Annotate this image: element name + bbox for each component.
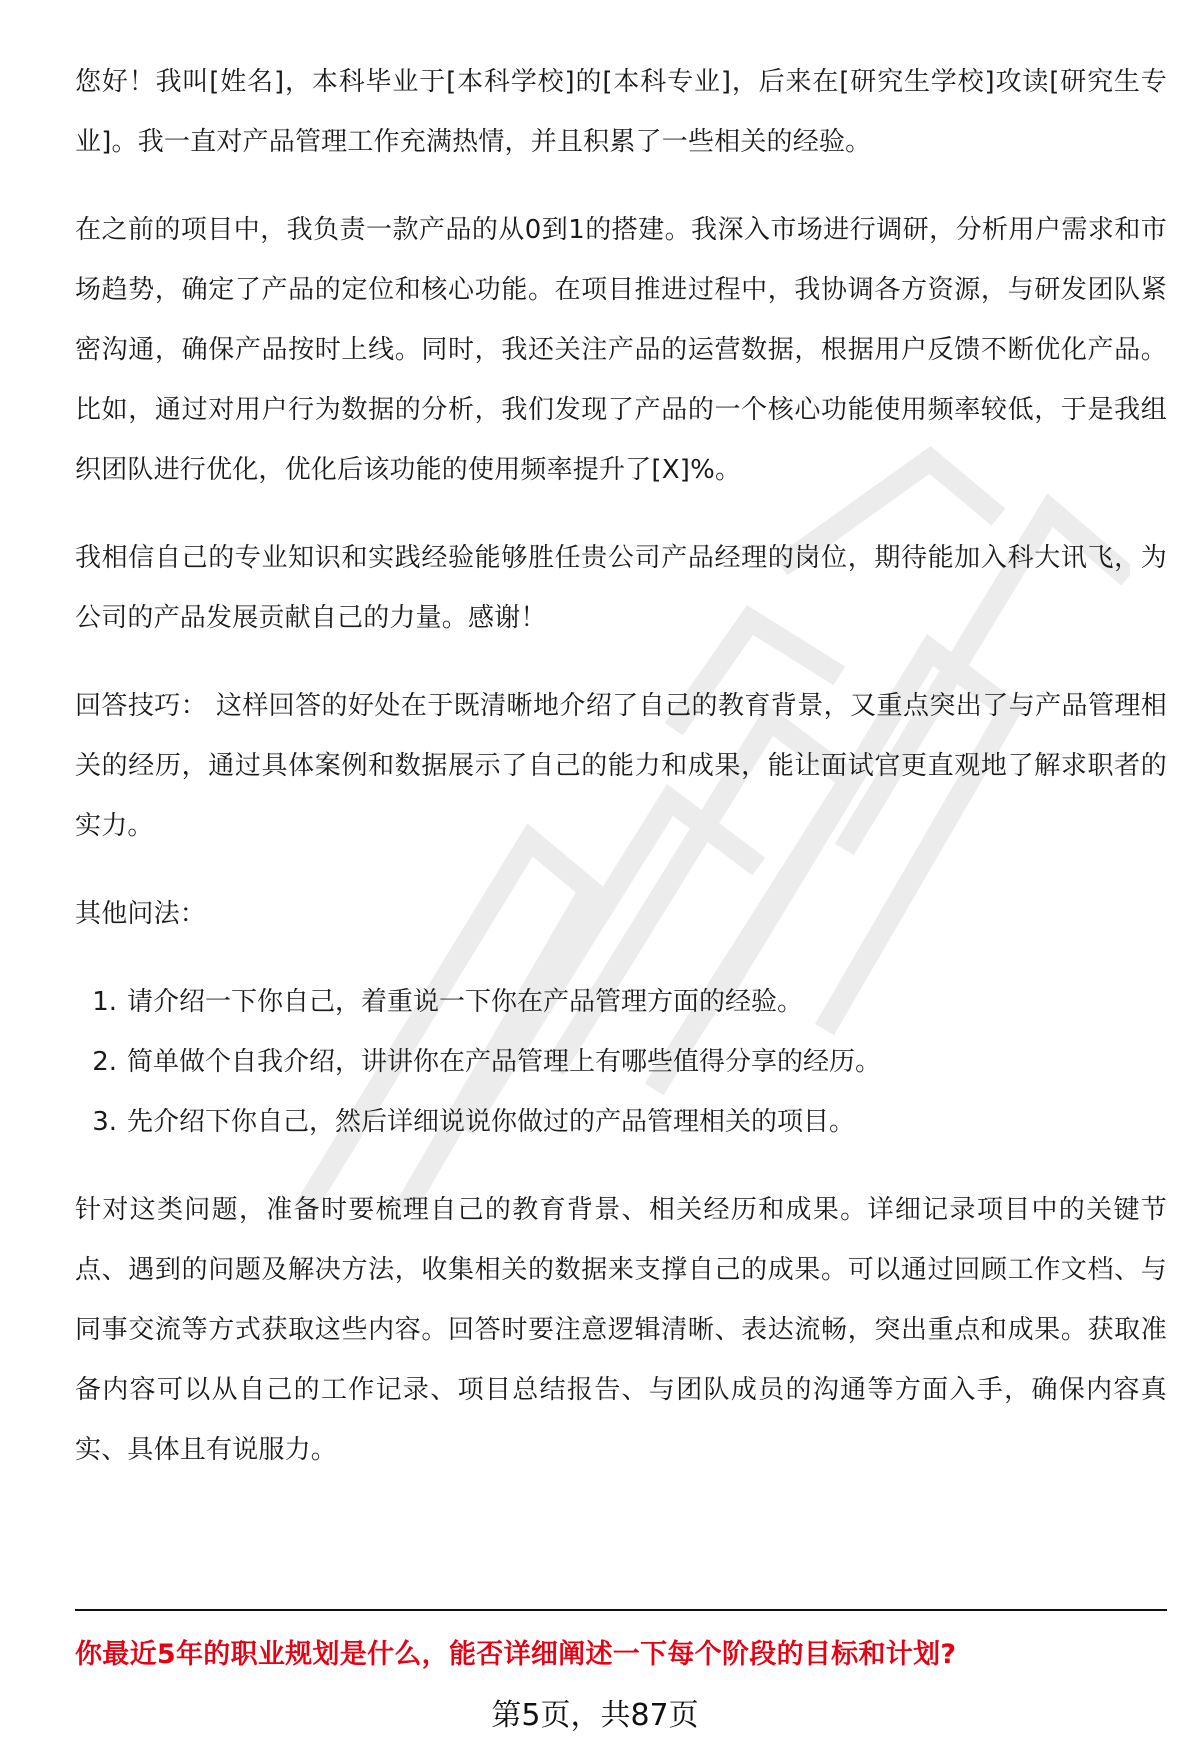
document-page — [75, 52, 1167, 1508]
page-number: 第5页，共87页 — [491, 1698, 699, 1733]
next-question-heading: 你最近5年的职业规划是什么，能否详细阐述一下每个阶段的目标和计划? — [75, 1639, 957, 1670]
list-item — [75, 972, 1167, 1032]
closing-paragraph: 我相信自己的专业知识和实践经验能够胜任贵公司产品经理的岗位，期待能加入科大讯飞，为公司的产品发展贡献自己的力量。感谢！ — [75, 543, 1167, 633]
section-divider — [75, 1609, 1167, 1611]
list-number: 2. — [92, 1047, 117, 1077]
list-text: 先介绍下你自己，然后详细说说你做过的产品管理相关的项目。 — [127, 1107, 856, 1137]
list-number: 1. — [92, 987, 117, 1017]
alt-questions-heading: 其他问法： — [75, 899, 207, 929]
project-paragraph: 在之前的项目中，我负责一款产品的从0到1的搭建。我深入市场进行调研，分析用户需求和市场趋势，确定了产品的定位和核心功能。在项目推进过程中，我协调各方资源，与研发团队紧密沟通，确保产品按时上线。同时，我还关注产品的运营数据，根据用户反馈不断优化产品。比如，通过对用户行为数据的分析，我们发现了产品的一个核心功能使用频率较低，于是我组织团队进行优化，优化后该功能的使用频率提升了[X]%。 — [75, 215, 1167, 485]
prep-advice-paragraph: 针对这类问题，准备时要梳理自己的教育背景、相关经历和成果。详细记录项目中的关键节点、遇到的问题及解决方法，收集相关的数据来支撑自己的成果。可以通过回顾工作文档、与同事交流等方式获取这些内容。回答时要注意逻辑清晰、表达流畅，突出重点和成果。获取准备内容可以从自己的工作记录、项目总结报告、与团队成员的沟通等方面入手，确保内容真实、具体且有说服力。 — [75, 1195, 1167, 1465]
list-number: 3. — [92, 1107, 117, 1137]
alt-questions-list — [75, 972, 1167, 1152]
list-text: 请介绍一下你自己，着重说一下你在产品管理方面的经验。 — [127, 987, 804, 1017]
intro-paragraph: 您好！我叫[姓名]，本科毕业于[本科学校]的[本科专业]，后来在[研究生学校]攻读[研究生专业]。我一直对产品管理工作充满热情，并且积累了一些相关的经验。 — [75, 67, 1167, 157]
list-text: 简单做个自我介绍，讲讲你在产品管理上有哪些值得分享的经历。 — [127, 1047, 882, 1077]
list-item — [75, 1032, 1167, 1092]
list-item — [75, 1092, 1167, 1152]
answer-tips-paragraph: 回答技巧： 这样回答的好处在于既清晰地介绍了自己的教育背景，又重点突出了与产品管理相关的经历，通过具体案例和数据展示了自己的能力和成果，能让面试官更直观地了解求职者的实力。 — [75, 691, 1167, 841]
